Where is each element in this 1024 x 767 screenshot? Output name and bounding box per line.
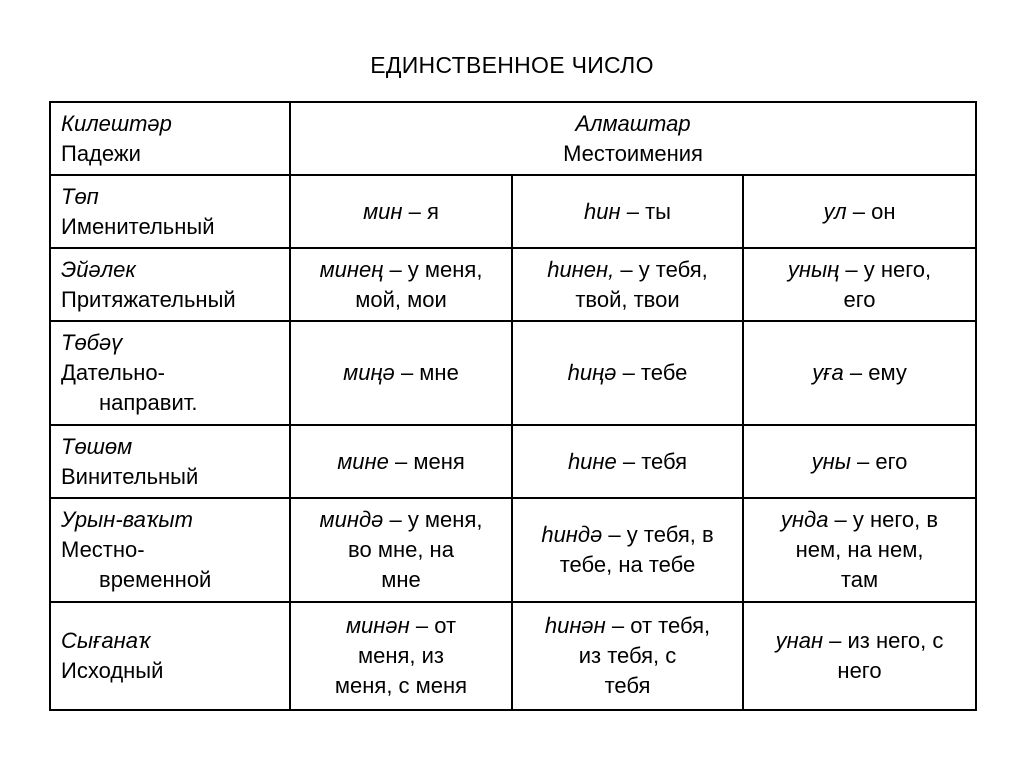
form-translation: – у тебя, [614, 256, 708, 282]
form-translation: – тебя [616, 448, 688, 474]
form-cell-3sg [743, 425, 976, 498]
case-cell [50, 321, 290, 425]
header-cases-cell [50, 102, 290, 175]
form-translation: – он [846, 198, 896, 224]
form-word: ул [823, 198, 847, 224]
form-word: минән [345, 613, 410, 638]
table-row [50, 602, 976, 710]
form-translation: – мне [394, 360, 459, 385]
case-russian: Местно- [61, 537, 145, 562]
form-word: мин [363, 198, 403, 224]
case-cell [50, 498, 290, 602]
case-cell [50, 175, 290, 248]
form-translation-line: мне [381, 567, 421, 592]
form-word: унда [780, 507, 829, 532]
case-russian: Дательно- [61, 360, 165, 385]
form-cell-1sg [290, 498, 512, 602]
form-translation-line: из тебя, с [578, 643, 677, 668]
form-translation-line: нем, на нем, [795, 537, 924, 562]
form-word: һинен, [547, 256, 615, 282]
form-word: миңә [343, 360, 395, 385]
form-translation-line: его [843, 286, 876, 312]
form-word: уға [812, 360, 844, 385]
form-translation: – тебе [616, 360, 688, 385]
header-pronouns-russian: Местоимения [563, 140, 703, 166]
form-cell-3sg [743, 175, 976, 248]
form-word: унан [775, 628, 824, 653]
case-cell [50, 602, 290, 710]
form-translation: – у тебя, в [602, 522, 714, 547]
header-pronouns-bashkir: Алмаштар [575, 110, 691, 136]
page-title: ЕДИНСТВЕННОЕ ЧИСЛО [370, 52, 654, 78]
case-cell [50, 425, 290, 498]
form-translation: – меня [388, 448, 465, 474]
form-cell-1sg [290, 602, 512, 710]
form-translation: – я [402, 198, 439, 224]
form-translation-line: тебя [604, 673, 651, 698]
form-translation: – ты [620, 198, 671, 224]
case-cell [50, 248, 290, 321]
case-russian: Исходный [61, 658, 164, 683]
header-pronouns-cell [290, 102, 976, 175]
form-cell-2sg [512, 248, 743, 321]
case-russian: Именительный [61, 213, 215, 239]
form-word: һине [567, 448, 617, 474]
form-translation: – у меня, [383, 507, 483, 532]
form-word: минең [319, 256, 384, 282]
table-row [50, 248, 976, 321]
form-translation-line: тебе, на тебе [559, 552, 696, 577]
form-word: һиндә [541, 522, 603, 547]
case-russian-continued: направит. [99, 390, 198, 415]
form-cell-1sg [290, 175, 512, 248]
form-translation: – ему [843, 360, 907, 385]
form-translation: – его [850, 448, 908, 474]
form-translation: – из него, с [823, 628, 944, 653]
form-cell-3sg [743, 498, 976, 602]
table-row [50, 321, 976, 425]
form-translation-line: меня, из [357, 643, 445, 668]
form-cell-3sg [743, 321, 976, 425]
form-translation: – у него, [839, 256, 932, 282]
header-cases-russian: Падежи [61, 140, 141, 166]
case-russian: Притяжательный [61, 286, 236, 312]
form-translation-line: мой, мои [355, 286, 447, 312]
header-cases-bashkir: Килештәр [61, 110, 172, 136]
table-row [50, 425, 976, 498]
form-word: миндә [319, 507, 384, 532]
form-cell-3sg [743, 248, 976, 321]
form-translation: – у меня, [383, 256, 483, 282]
form-translation: – от тебя, [605, 613, 711, 638]
case-bashkir: Урын-ваҡыт [61, 507, 193, 532]
form-cell-2sg [512, 498, 743, 602]
table-row [50, 498, 976, 602]
form-translation-line: него [837, 658, 882, 683]
case-bashkir: Эйәлек [61, 256, 136, 282]
form-translation-line: во мне, на [348, 537, 454, 562]
form-translation: – от [409, 613, 457, 638]
form-translation-line: там [840, 567, 879, 592]
case-russian: Винительный [61, 463, 199, 489]
form-cell-2sg [512, 321, 743, 425]
form-translation-line: меня, с меня [334, 673, 468, 698]
case-russian-continued: временной [99, 567, 212, 592]
form-cell-3sg [743, 602, 976, 710]
case-bashkir: Төшөм [61, 433, 133, 459]
case-bashkir: Төп [61, 183, 99, 209]
form-translation: – у него, в [828, 507, 939, 532]
form-word: һин [584, 198, 621, 224]
form-cell-1sg [290, 425, 512, 498]
form-translation-line: твой, твои [575, 286, 680, 312]
form-cell-2sg [512, 425, 743, 498]
form-word: уны [811, 448, 851, 474]
case-bashkir: Төбәү [61, 330, 123, 355]
form-word: һинән [544, 613, 606, 638]
form-cell-2sg [512, 175, 743, 248]
form-cell-1sg [290, 321, 512, 425]
pronoun-declension-table [49, 101, 977, 711]
form-cell-2sg [512, 602, 743, 710]
form-word: мине [337, 448, 389, 474]
table-row [50, 175, 976, 248]
case-bashkir: Сығанаҡ [61, 628, 151, 653]
table-header-row [50, 102, 976, 175]
form-word: һиңә [567, 360, 617, 385]
form-cell-1sg [290, 248, 512, 321]
form-word: уның [787, 256, 840, 282]
